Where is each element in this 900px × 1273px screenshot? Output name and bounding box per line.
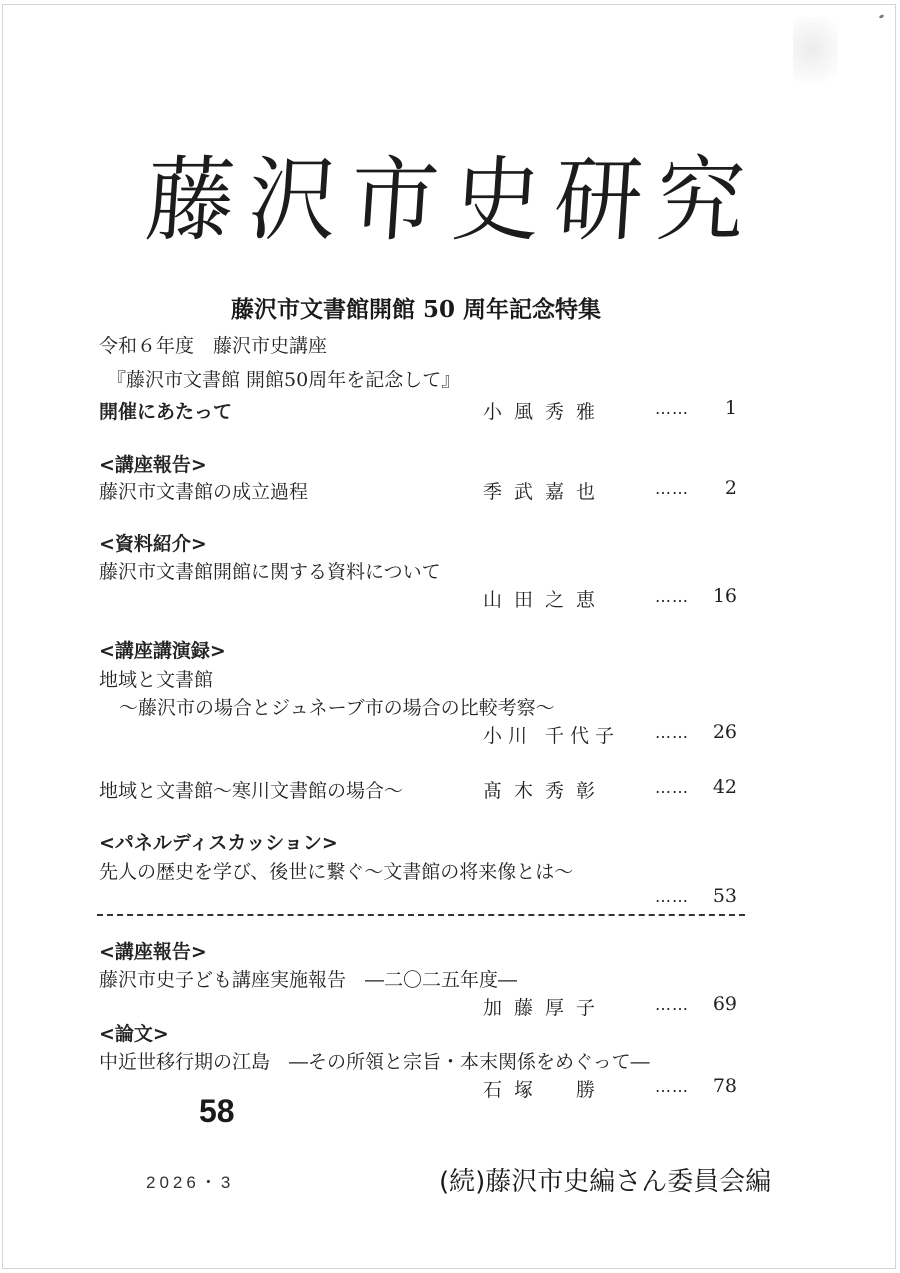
scan-smudge [793,17,838,97]
toc-leader-dots: …… [655,479,689,498]
toc-entry-title: 藤沢市史子ども講座実施報告 ―二〇二五年度― [99,969,518,991]
toc-entry-author: 季武嘉也 [483,481,608,503]
toc-entry-page: 26 [712,721,737,743]
feature-heading: 藤沢市文書館開館 50 周年記念特集 [231,296,602,323]
scan-speck [879,14,885,19]
toc-leader-dots: …… [655,399,689,418]
toc-entry-author: 加藤厚子 [483,997,608,1019]
toc-entry-author: 小川 千代子 [483,725,621,747]
toc-section-heading: <論文> [99,1023,169,1045]
toc-entry-page: 16 [712,585,737,607]
toc-entry-title: 先人の歴史を学び、後世に繋ぐ～文書館の将来像とは～ [99,861,574,883]
toc-entry-title: 藤沢市文書館の成立過程 [99,481,309,503]
toc-section-heading: <資料紹介> [99,533,207,555]
toc-entry-title: 地域と文書館 [99,669,214,691]
toc-entry-page: 53 [712,885,737,907]
toc-entry-title: 地域と文書館～寒川文書館の場合～ [99,780,404,802]
toc-entry-title: 開催にあたって [99,401,233,423]
toc-section-heading: <講座報告> [99,454,207,476]
toc-leader-dots: …… [655,887,689,906]
toc-entry-page: 1 [724,397,737,419]
volume-number: 58 [199,1093,235,1129]
journal-cover-page [2,4,896,1269]
lecture-series-line1: 令和６年度 藤沢市史講座 [99,335,328,357]
publisher: (続)藤沢市史編さん委員会編 [439,1167,772,1197]
lecture-series-line2: 『藤沢市文書館 開館50周年を記念して』 [107,369,461,391]
toc-section-heading: <講座講演録> [99,640,226,662]
toc-leader-dots: …… [655,778,689,797]
toc-section-heading: <講座報告> [99,941,207,963]
toc-entry-title: 藤沢市文書館開館に関する資料について [99,561,441,583]
toc-entry-title: 中近世移行期の江島 ―その所領と宗旨・本末関係をめぐって― [99,1051,650,1073]
toc-entry-subtitle: ～藤沢市の場合とジュネーブ市の場合の比較考察～ [119,697,555,719]
toc-leader-dots: …… [655,723,689,742]
toc-entry-page: 69 [712,993,737,1015]
toc-entry-author: 髙木秀彰 [483,780,608,802]
section-divider [97,914,745,916]
toc-entry-page: 42 [712,776,737,798]
toc-entry-author: 小風秀雅 [483,401,608,423]
toc-entry-page: 78 [712,1075,737,1097]
toc-entry-author: 山田之恵 [483,589,608,611]
publication-date: 2026・3 [146,1173,235,1192]
journal-title: 藤沢市史研究 [142,145,763,254]
toc-leader-dots: …… [655,995,689,1014]
toc-leader-dots: …… [655,1077,689,1096]
toc-leader-dots: …… [655,587,689,606]
toc-entry-page: 2 [724,477,737,499]
toc-section-heading: <パネルディスカッション> [99,832,338,854]
toc-entry-author: 石塚 勝 [483,1079,608,1101]
